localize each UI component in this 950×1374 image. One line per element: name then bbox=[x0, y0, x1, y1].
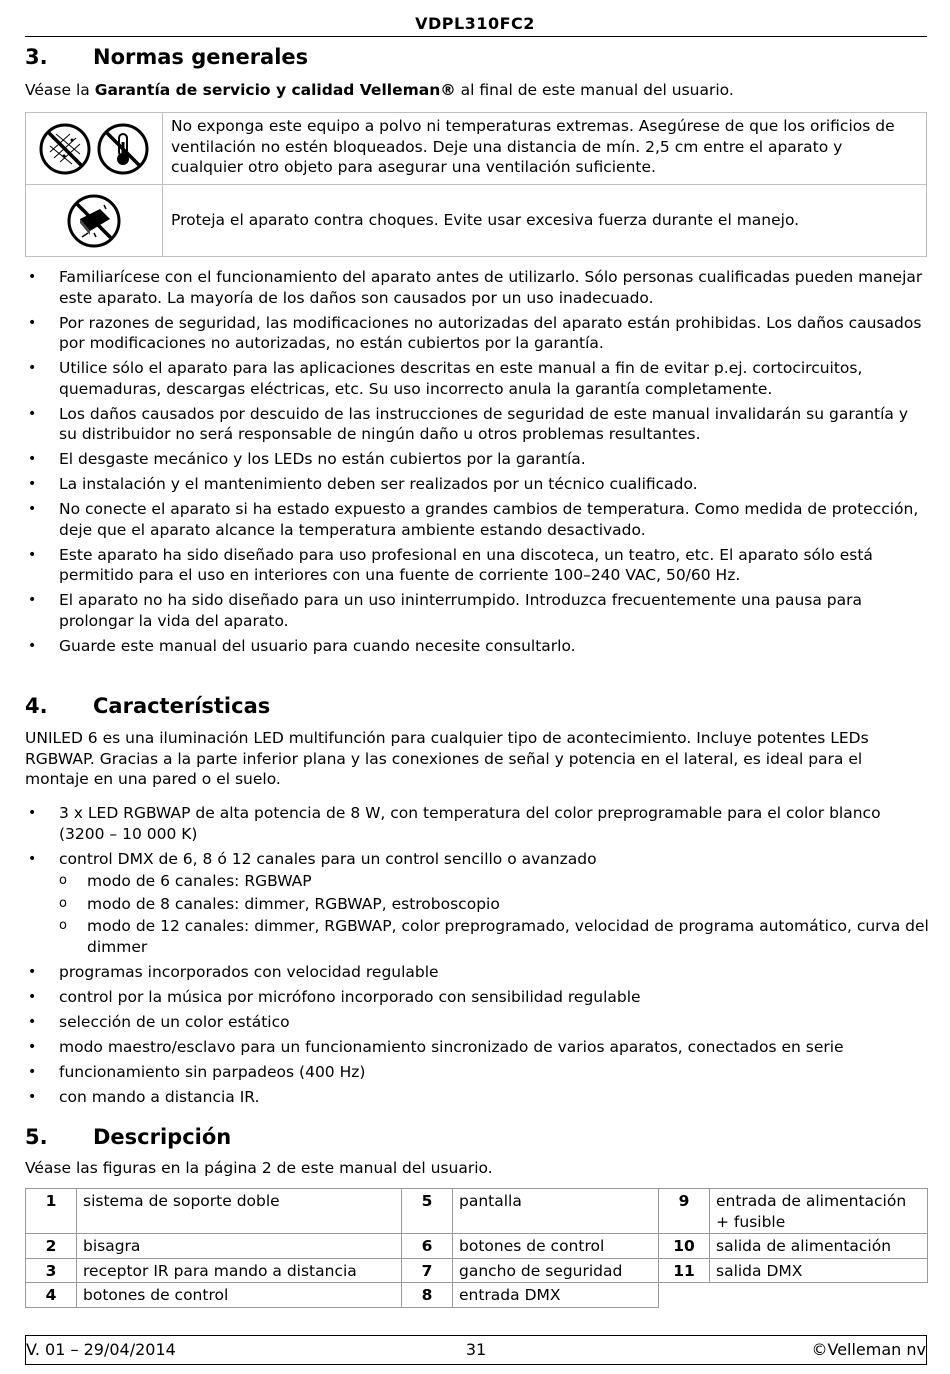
section-4-intro: UNILED 6 es una iluminación LED multifunción para cualquier tipo de acontecimiento. Incluye potentes LEDs RGBWAP. Gracias a la parte inferior plana y las conexiones de señal y potencia en el lateral, es ideal para el montaje en una pared o el suelo. bbox=[25, 729, 869, 788]
list-item: • El desgaste mecánico y los LEDs no están cubiertos por la garantía. bbox=[25, 449, 930, 470]
warning-icons-cell bbox=[26, 185, 163, 257]
part-label: botones de control bbox=[453, 1234, 659, 1259]
sub-list-item: o modo de 8 canales: dimmer, RGBWAP, estroboscopio bbox=[59, 894, 930, 915]
dust-warning-icon bbox=[38, 122, 92, 176]
section-3-intro bbox=[25, 80, 905, 101]
list-item-text: control DMX de 6, 8 ó 12 canales para un control sencillo o avanzado bbox=[59, 849, 597, 868]
part-label: sistema de soporte doble bbox=[77, 1189, 402, 1234]
part-number: 2 bbox=[26, 1234, 77, 1259]
section-5-number: 5. bbox=[25, 1125, 48, 1149]
section-4-number: 4. bbox=[25, 694, 48, 718]
list-item: • El aparato no ha sido diseñado para un uso ininterrumpido. Introduzca frecuentemente una pausa para prolongar la vida del aparato. bbox=[25, 590, 930, 631]
list-item: • 3 x LED RGBWAP de alta potencia de 8 W, con temperatura del color preprogramable para el color blanco (3200 – 10 000 K) bbox=[25, 803, 930, 844]
document-version: V. 01 – 29/04/2014 bbox=[26, 1340, 176, 1359]
part-number: 3 bbox=[26, 1258, 77, 1283]
part-label: bisagra bbox=[77, 1234, 402, 1259]
part-number: 5 bbox=[402, 1189, 453, 1234]
section-3-title: Normas generales bbox=[93, 45, 309, 69]
dmx-modes-sub-list bbox=[59, 871, 930, 957]
warning-table bbox=[25, 112, 927, 257]
sub-list-item: o modo de 6 canales: RGBWAP bbox=[59, 871, 930, 892]
list-item: • Familiarícese con el funcionamiento del aparato antes de utilizarlo. Sólo personas cualificadas pueden manejar este aparato. La mayoría de los daños son causados por un uso inadecuado. bbox=[25, 267, 930, 308]
empty-cell bbox=[710, 1283, 928, 1308]
list-item: • selección de un color estático bbox=[25, 1012, 930, 1033]
header-rule bbox=[25, 36, 927, 37]
part-number: 10 bbox=[659, 1234, 710, 1259]
warning-row bbox=[26, 185, 927, 257]
no-shock-icon bbox=[66, 193, 122, 249]
part-label: pantalla bbox=[453, 1189, 659, 1234]
empty-cell bbox=[659, 1283, 710, 1308]
copyright: ©Velleman nv bbox=[811, 1340, 926, 1359]
warning-text: Proteja el aparato contra choques. Evite usar excesiva fuerza durante el manejo. bbox=[163, 185, 927, 257]
part-label: entrada DMX bbox=[453, 1283, 659, 1308]
sub-list-item: o modo de 12 canales: dimmer, RGBWAP, color preprogramado, velocidad de programa automático, curva del dimmer bbox=[59, 916, 930, 957]
list-item bbox=[25, 849, 930, 958]
list-item: • No conecte el aparato si ha estado expuesto a grandes cambios de temperatura. Como medida de protección, deje que el aparato alcance la temperatura ambiente estando desactivado. bbox=[25, 499, 930, 540]
section-5-heading bbox=[25, 1125, 231, 1149]
page-number: 31 bbox=[465, 1340, 487, 1359]
part-label: entrada de alimentación + fusible bbox=[710, 1189, 928, 1234]
header-model: VDPL310FC2 bbox=[415, 14, 535, 33]
part-number: 1 bbox=[26, 1189, 77, 1234]
list-item: • con mando a distancia IR. bbox=[25, 1087, 930, 1108]
temperature-warning-icon bbox=[96, 122, 150, 176]
list-item: • Por razones de seguridad, las modificaciones no autorizadas del aparato están prohibidas. Los daños causados por modificaciones no autorizadas, no están cubiertos por la garantía. bbox=[25, 313, 930, 354]
list-item: • Este aparato ha sido diseñado para uso profesional en una discoteca, un teatro, etc. El aparato sólo está permitido para el uso en interiores con una fuente de corriente 100–240 VAC, 50/60 Hz. bbox=[25, 545, 930, 586]
part-number: 9 bbox=[659, 1189, 710, 1234]
table-row bbox=[26, 1258, 928, 1283]
part-label: salida DMX bbox=[710, 1258, 928, 1283]
intro-suffix: al final de este manual del usuario. bbox=[455, 81, 734, 99]
part-number: 4 bbox=[26, 1283, 77, 1308]
part-label: salida de alimentación bbox=[710, 1234, 928, 1259]
part-number: 8 bbox=[402, 1283, 453, 1308]
table-row bbox=[26, 1283, 928, 1308]
features-bullet-list bbox=[25, 803, 930, 1112]
list-item: • programas incorporados con velocidad regulable bbox=[25, 962, 930, 983]
section-4-title: Características bbox=[93, 694, 271, 718]
intro-prefix: Véase la bbox=[25, 81, 95, 99]
part-number: 7 bbox=[402, 1258, 453, 1283]
description-table bbox=[25, 1188, 928, 1308]
table-row bbox=[26, 1234, 928, 1259]
list-item: • Guarde este manual del usuario para cuando necesite consultarlo. bbox=[25, 636, 930, 657]
section-4-heading bbox=[25, 694, 270, 718]
list-item: • funcionamiento sin parpadeos (400 Hz) bbox=[25, 1062, 930, 1083]
list-item: • control por la música por micrófono incorporado con sensibilidad regulable bbox=[25, 987, 930, 1008]
section-3-number: 3. bbox=[25, 45, 48, 69]
safety-bullet-list bbox=[25, 267, 930, 661]
table-row bbox=[26, 1189, 928, 1234]
section-3-heading bbox=[25, 45, 308, 69]
warning-icons-cell bbox=[26, 113, 163, 185]
part-label: gancho de seguridad bbox=[453, 1258, 659, 1283]
part-number: 6 bbox=[402, 1234, 453, 1259]
section-5-title: Descripción bbox=[93, 1125, 232, 1149]
warranty-reference: Garantía de servicio y calidad Velleman® bbox=[94, 81, 456, 99]
list-item: • La instalación y el mantenimiento deben ser realizados por un técnico cualificado. bbox=[25, 474, 930, 495]
list-item: • modo maestro/esclavo para un funcionamiento sincronizado de varios aparatos, conectados en serie bbox=[25, 1037, 930, 1058]
list-item: • Utilice sólo el aparato para las aplicaciones descritas en este manual a fin de evitar p.ej. cortocircuitos, quemaduras, descargas eléctricas, etc. Su uso incorrecto anula la garantía completamente. bbox=[25, 358, 930, 399]
page-footer bbox=[25, 1335, 927, 1365]
warning-text: No exponga este equipo a polvo ni temperaturas extremas. Asegúrese de que los orificios de ventilación no estén bloqueados. Deje una distancia de mín. 2,5 cm entre el aparato y cualquier otro objeto para asegurar una ventilación suficiente. bbox=[163, 113, 927, 185]
part-number: 11 bbox=[659, 1258, 710, 1283]
part-label: receptor IR para mando a distancia bbox=[77, 1258, 402, 1283]
list-item: • Los daños causados por descuido de las instrucciones de seguridad de este manual invalidarán su garantía y su distribuidor no será responsable de ningún daño u otros problemas resultantes. bbox=[25, 404, 930, 445]
section-5-intro: Véase las figuras en la página 2 de este manual del usuario. bbox=[25, 1159, 493, 1177]
part-label: botones de control bbox=[77, 1283, 402, 1308]
warning-row bbox=[26, 113, 927, 185]
